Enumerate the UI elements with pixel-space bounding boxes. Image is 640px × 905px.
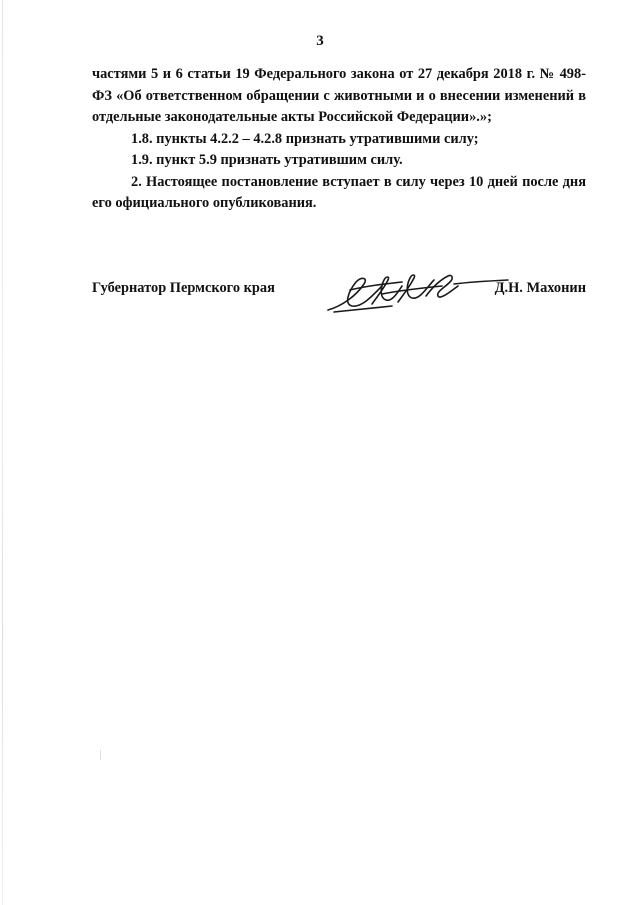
paragraph-continuation: частями 5 и 6 статьи 19 Федерального закона от 27 декабря 2018 г. № 498-ФЗ «Об ответственном обращении с животными и о внесении изменений в отдельные законодательные акты Российской Федерации».»; bbox=[92, 66, 586, 125]
page-number: 3 bbox=[316, 33, 324, 49]
paragraph-item-2: 2. Настоящее постановление вступает в силу через 10 дней после дня его официального опубликования. bbox=[92, 173, 586, 211]
signatory-name: Д.Н. Махонин bbox=[494, 280, 586, 296]
signatory-position: Губернатор Пермского края bbox=[92, 280, 275, 296]
paragraph-item-1-8: 1.8. пункты 4.2.2 – 4.2.8 признать утратившими силу; bbox=[131, 130, 479, 147]
paragraph-item-1-9: 1.9. пункт 5.9 признать утратившим силу. bbox=[131, 152, 403, 168]
signature-block bbox=[92, 280, 586, 320]
scan-edge-shadow bbox=[2, 0, 3, 905]
document-body bbox=[92, 64, 586, 215]
scan-artifact bbox=[100, 750, 101, 760]
handwritten-signature bbox=[322, 266, 512, 316]
